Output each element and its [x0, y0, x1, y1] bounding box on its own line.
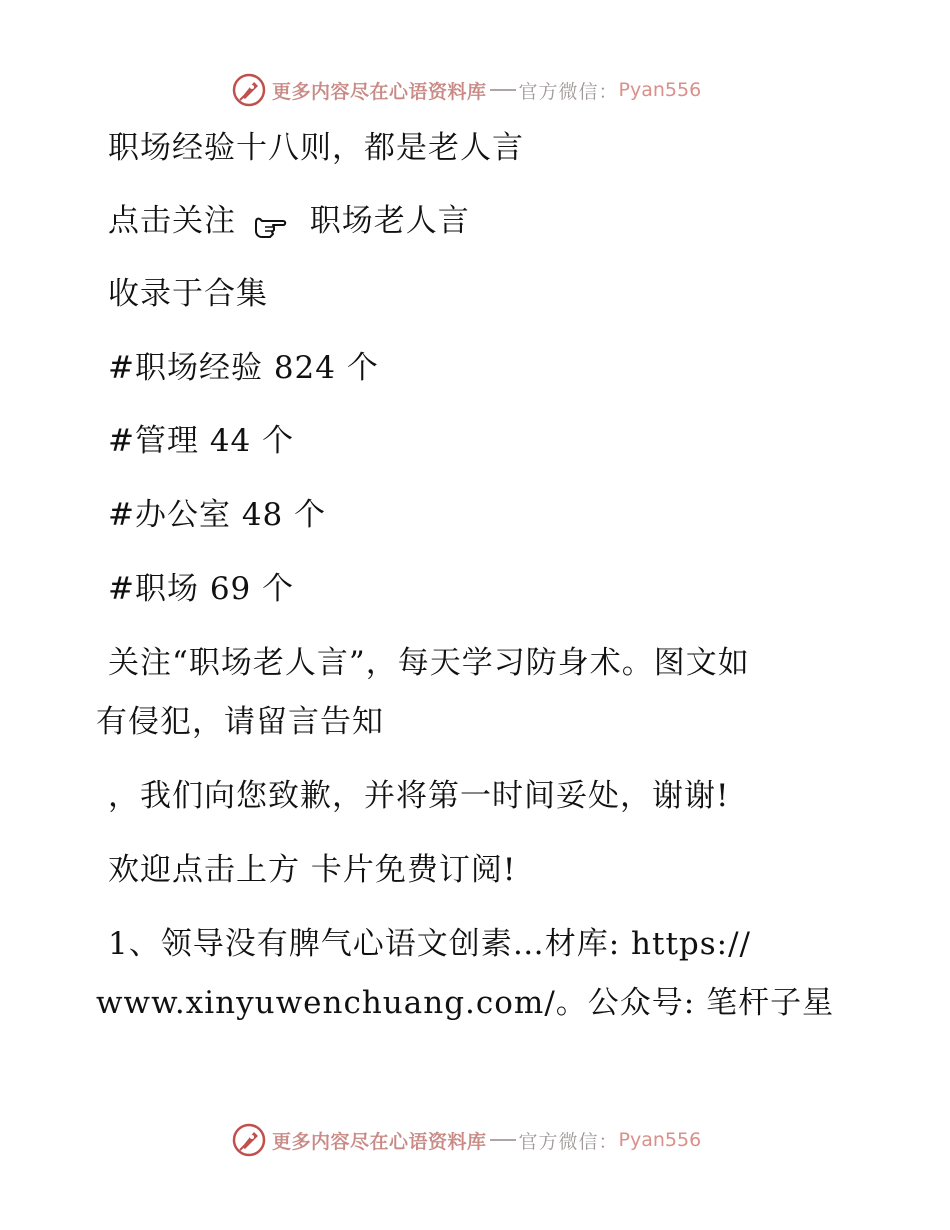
notice-line-3: ，我们向您致歉，并将第一时间妥处，谢谢!	[108, 778, 730, 814]
tag-line-4: #职场 69 个	[108, 571, 295, 607]
watermark-wechat-id: Pyan556	[618, 79, 702, 101]
item-1-line-a: 1、领导没有脾气心语文创素…材库: https://	[108, 926, 751, 962]
follow-prefix: 点击关注	[108, 203, 236, 239]
tag-line-3: #办公室 48 个	[108, 497, 327, 533]
watermark-wechat-label: 官方微信：	[518, 80, 619, 103]
watermark-site-text: 更多内容尽在心语资料库	[272, 80, 487, 103]
pen-nib-logo-icon	[232, 1123, 266, 1157]
watermark-wechat-id: Pyan556	[618, 1129, 702, 1151]
watermark-dash	[490, 89, 516, 91]
pen-nib-logo-icon	[232, 73, 266, 107]
follow-account-name: 职场老人言	[309, 203, 470, 239]
notice-line-1: 关注“职场老人言”，每天学习防身术。图文如	[108, 645, 750, 681]
tag-line-2: #管理 44 个	[108, 423, 295, 459]
subscribe-line: 欢迎点击上方 卡片免费订阅!	[108, 852, 517, 888]
footer-watermark	[232, 1120, 701, 1160]
watermark-site-text: 更多内容尽在心语资料库	[272, 1130, 487, 1153]
item-1-line-b: www.xinyuwenchuang.com/。公众号: 笔杆子星	[96, 985, 835, 1021]
pointing-hand-icon	[253, 210, 293, 236]
header-watermark	[232, 70, 701, 110]
tag-line-1: #职场经验 824 个	[108, 350, 379, 386]
collection-label: 收录于合集	[108, 276, 268, 312]
watermark-dash	[490, 1139, 516, 1141]
article-title: 职场经验十八则，都是老人言	[108, 130, 524, 166]
notice-line-2: 有侵犯，请留言告知	[96, 704, 384, 740]
follow-line	[108, 201, 470, 241]
watermark-wechat-label: 官方微信：	[518, 1130, 619, 1153]
